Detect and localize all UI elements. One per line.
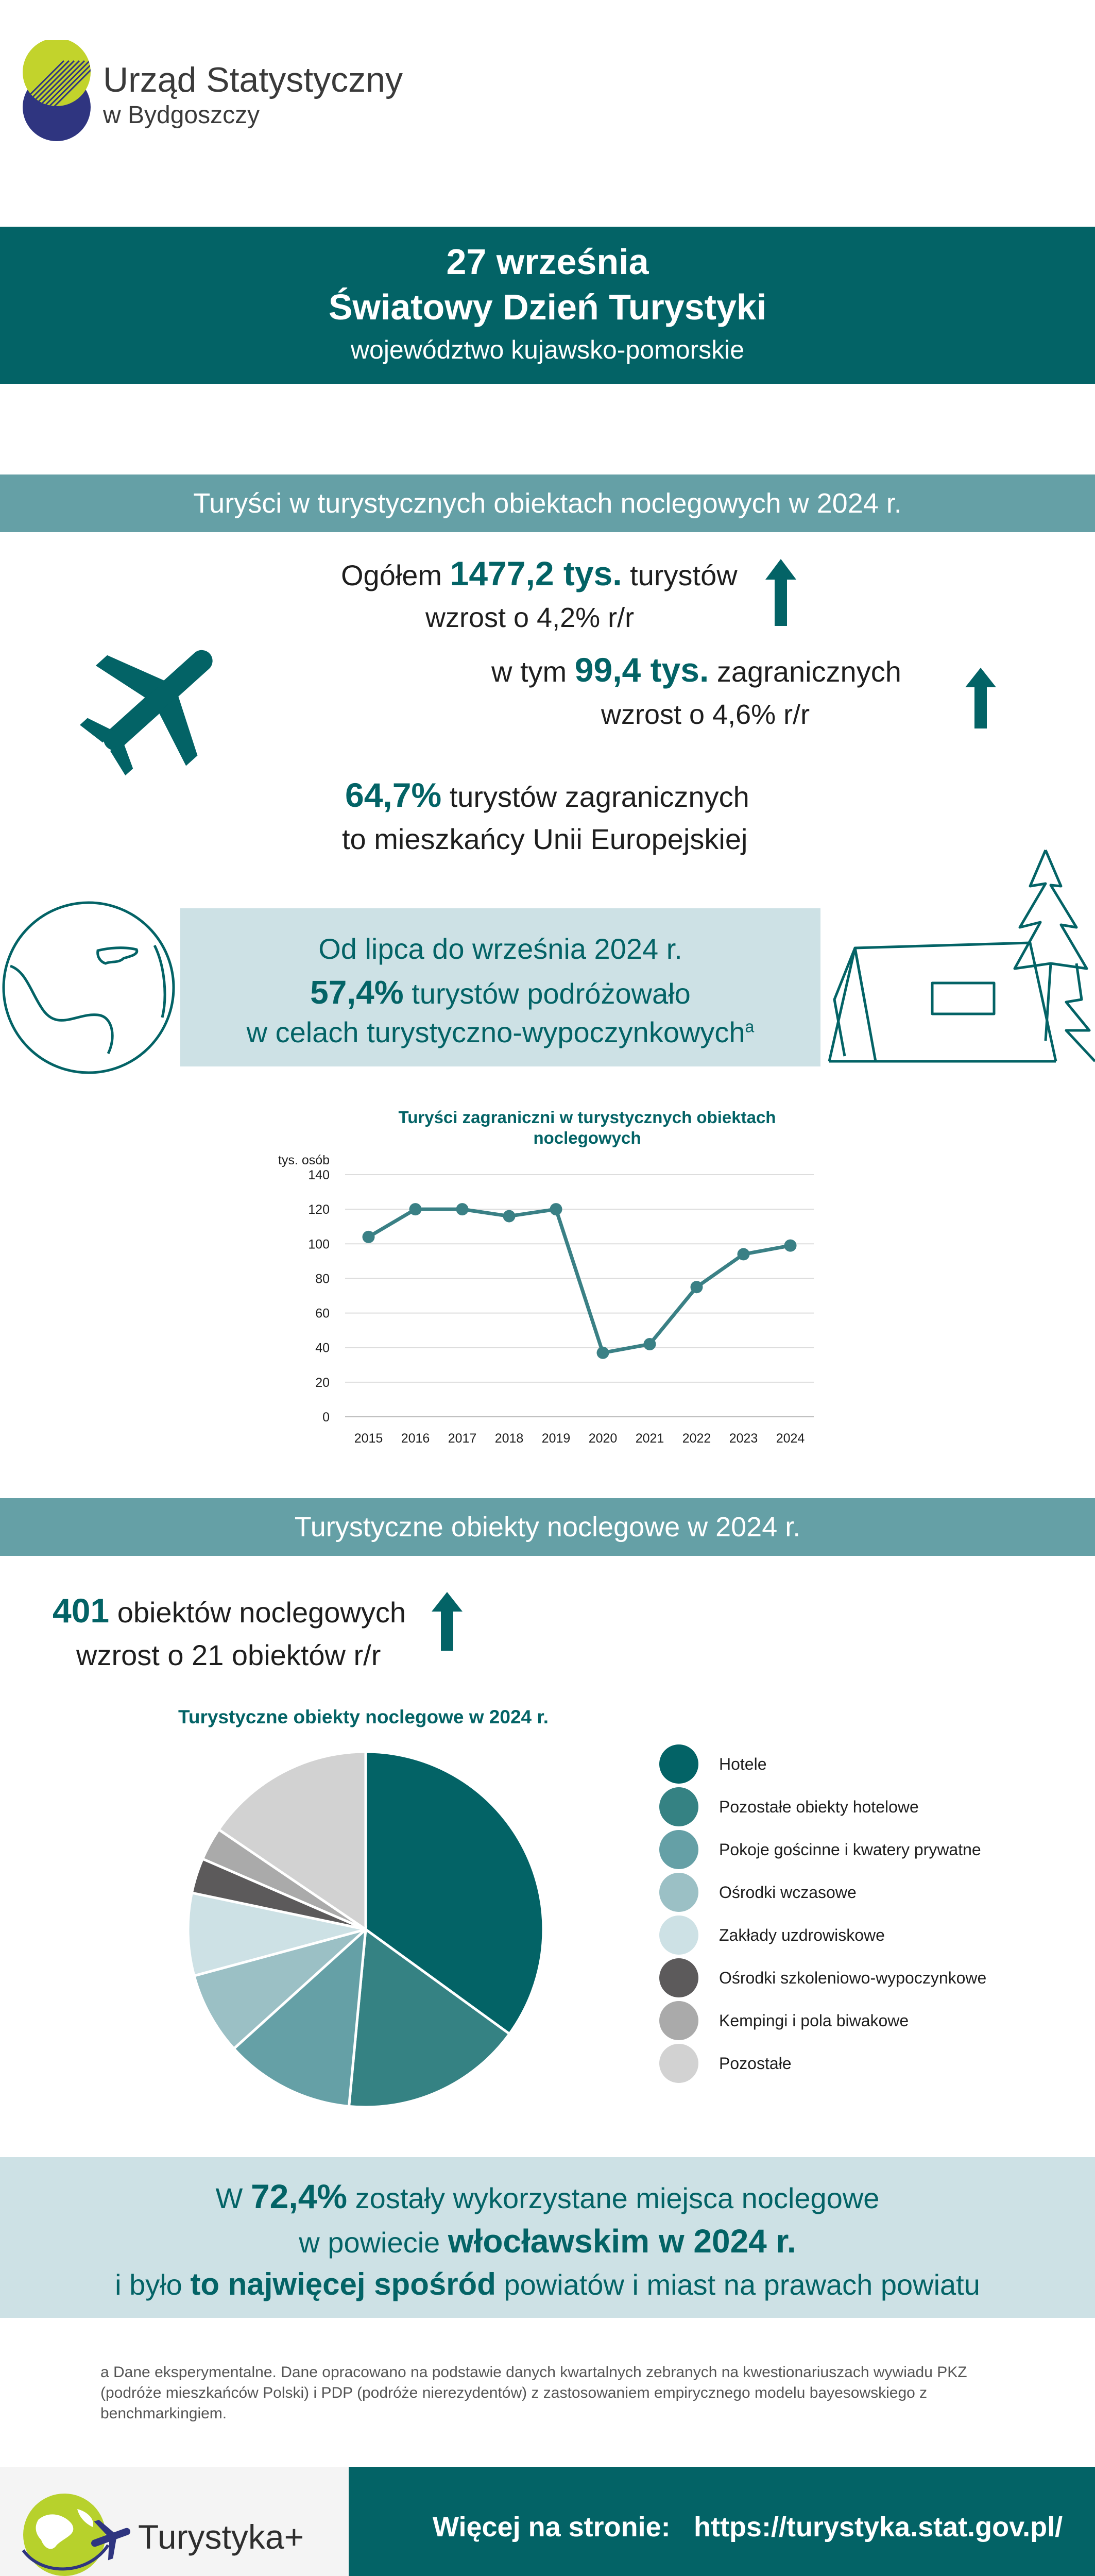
chart-x-tick: 2016 [401, 1431, 430, 1446]
legend-item [659, 1743, 767, 1785]
footer-url-link[interactable]: https://turystyka.stat.gov.pl/ [694, 2512, 1063, 2543]
total-suffix: turystów [630, 559, 738, 591]
legend-swatch [659, 1916, 698, 1955]
pie-chart-title: Turystyczne obiekty noclegowe w 2024 r. [178, 1706, 549, 1727]
occupancy-line1 [0, 2177, 1095, 2216]
legend-label: Pokoje gościnne i kwatery prywatne [719, 1840, 981, 1859]
footnote: a Dane eksperymentalne. Dane opracowano na podstawie danych kwartalnych zebranych na kwestionariuszach wywiadu PKZ (podróże mieszkańców Polski) i PDP (podróże nierezydentów) z zastosowaniem empirycznego modelu bayesowskiego z benchmarkingiem. [100, 2364, 967, 2422]
chart-x-tick: 2020 [588, 1431, 618, 1446]
header-region: województwo kujawsko-pomorskie [350, 335, 745, 364]
eu-share-line [345, 775, 749, 815]
chart-data-point [550, 1203, 562, 1215]
callout-text: turystów podróżowało [412, 977, 691, 1010]
chart-data-point [456, 1203, 469, 1215]
chart-y-tick: 20 [315, 1375, 330, 1390]
total-growth: wzrost o 4,2% r/r [425, 602, 635, 633]
callout-line3 [180, 1015, 820, 1049]
legend-label: Pozostałe obiekty hotelowe [719, 1797, 919, 1816]
chart-data-point [691, 1281, 703, 1293]
legend-item [659, 1872, 857, 1913]
chart-x-tick: 2022 [682, 1431, 711, 1446]
logo-title: Urząd Statystyczny [103, 60, 403, 99]
chart-x-tick: 2015 [354, 1431, 383, 1446]
callout-footnote-mark: a [745, 1017, 755, 1036]
occupancy-value: 72,4% [250, 2177, 348, 2215]
legend-swatch [659, 1744, 698, 1784]
chart-x-tick: 2021 [635, 1431, 664, 1446]
footer-brand-name: Turystyka+ [138, 2518, 304, 2556]
legend-label: Pozostałe [719, 2054, 792, 2073]
chart-y-label: tys. osób [278, 1153, 330, 1167]
header-date: 27 września [446, 242, 649, 282]
chart-data-point [644, 1338, 656, 1350]
legend-item [659, 2043, 792, 2084]
chart-x-tick: 2017 [448, 1431, 477, 1446]
season-callout [180, 908, 820, 1066]
facilities-growth: wzrost o 21 obiektów r/r [76, 1639, 381, 1671]
facilities-pie-chart [185, 1749, 546, 2110]
legend-label: Hotele [719, 1754, 767, 1773]
chart-y-tick: 0 [322, 1410, 330, 1425]
legend-item [659, 1786, 919, 1827]
chart-x-tick: 2023 [729, 1431, 758, 1446]
occupancy-county: włocławskim w 2024 r. [448, 2223, 796, 2260]
occupancy-prefix: W [215, 2182, 243, 2214]
section-facilities-title: Turystyczne obiekty noclegowe w 2024 r. [0, 1498, 1095, 1556]
chart-x-tick: 2019 [541, 1431, 571, 1446]
airplane-icon [77, 621, 242, 775]
globe-plane-icon [15, 2488, 134, 2576]
foreign-tourists-line [491, 650, 901, 689]
occupancy-county-prefix: w powiecie [299, 2226, 440, 2259]
chart-data-point [597, 1347, 609, 1359]
legend-swatch [659, 2001, 698, 2040]
arrow-up-icon [965, 668, 996, 728]
foreign-suffix: zagranicznych [716, 655, 901, 688]
total-prefix: Ogółem [341, 559, 442, 591]
footer-more-label: Więcej na stronie: [433, 2512, 671, 2543]
legend-item [659, 1957, 986, 1998]
eu-value: 64,7% [345, 776, 442, 814]
chart-data-point [784, 1240, 797, 1252]
chart-title-line2: noclegowych [533, 1128, 641, 1147]
chart-series-line [369, 1209, 791, 1353]
legend-swatch [659, 1873, 698, 1912]
foreign-tourists-chart [268, 1108, 834, 1458]
chart-title-line1: Turyści zagraniczni w turystycznych obiektach [398, 1108, 776, 1127]
chart-y-tick: 40 [315, 1341, 330, 1355]
chart-data-point [409, 1203, 422, 1215]
arrow-up-icon [432, 1592, 463, 1651]
occupancy-line2 [0, 2222, 1095, 2260]
foreign-growth: wzrost o 4,6% r/r [601, 699, 810, 730]
chart-y-tick: 60 [315, 1306, 330, 1321]
occupancy-l3-prefix: i było [115, 2268, 182, 2301]
occupancy-l3-value: to najwięcej spośród [190, 2267, 496, 2301]
total-tourists-line [341, 554, 738, 593]
callout-line1: Od lipca do września 2024 r. [318, 933, 682, 965]
chart-y-tick: 120 [308, 1202, 330, 1217]
tent-icon [824, 845, 1095, 1072]
chart-x-tick: 2018 [494, 1431, 524, 1446]
occupancy-callout [0, 2157, 1095, 2318]
legend-swatch [659, 2044, 698, 2083]
eu-line2: to mieszkańcy Unii Europejskiej [342, 823, 748, 855]
legend-item [659, 1829, 981, 1870]
legend-item [659, 1914, 885, 1956]
legend-label: Kempingi i pola biwakowe [719, 2011, 909, 2030]
facilities-count-line [53, 1591, 406, 1630]
chart-x-tick: 2024 [776, 1431, 805, 1446]
legend-item [659, 2000, 909, 2041]
foreign-prefix: w tym [491, 655, 567, 688]
facilities-count-suffix: obiektów noclegowych [117, 1596, 406, 1629]
legend-swatch [659, 1787, 698, 1826]
callout-value: 57,4% [310, 974, 404, 1011]
header-banner [0, 227, 1095, 384]
globe-icon [0, 899, 178, 1077]
section-tourists-title: Turyści w turystycznych obiektach noclegowych w 2024 r. [0, 474, 1095, 532]
occupancy-suffix: zostały wykorzystane miejsca noclegowe [355, 2182, 880, 2214]
logo-subtitle: w Bydgoszczy [103, 101, 260, 129]
occupancy-l3-suffix: powiatów i miast na prawach powiatu [504, 2268, 980, 2301]
chart-data-point [363, 1231, 375, 1243]
chart-y-tick: 80 [315, 1272, 330, 1286]
chart-data-point [738, 1248, 750, 1260]
callout-line2 [180, 973, 820, 1011]
chart-data-point [503, 1210, 516, 1223]
footer-link-area [349, 2467, 1095, 2576]
facilities-count-value: 401 [53, 1591, 110, 1630]
legend-label: Ośrodki wczasowe [719, 1883, 857, 1902]
eu-line1: turystów zagranicznych [449, 781, 749, 813]
callout-text3: w celach turystyczno-wypoczynkowych [246, 1016, 745, 1048]
foreign-value: 99,4 tys. [574, 651, 709, 689]
legend-label: Zakłady uzdrowiskowe [719, 1925, 885, 1944]
legend-swatch [659, 1958, 698, 1997]
arrow-up-icon [765, 559, 796, 626]
legend-swatch [659, 1830, 698, 1869]
legend-label: Ośrodki szkoleniowo-wypoczynkowe [719, 1968, 987, 1987]
chart-y-tick: 140 [308, 1168, 330, 1182]
total-value: 1477,2 tys. [450, 554, 622, 592]
chart-y-tick: 100 [308, 1237, 330, 1252]
occupancy-line3 [0, 2266, 1095, 2302]
header-event: Światowy Dzień Turystyki [328, 287, 767, 327]
